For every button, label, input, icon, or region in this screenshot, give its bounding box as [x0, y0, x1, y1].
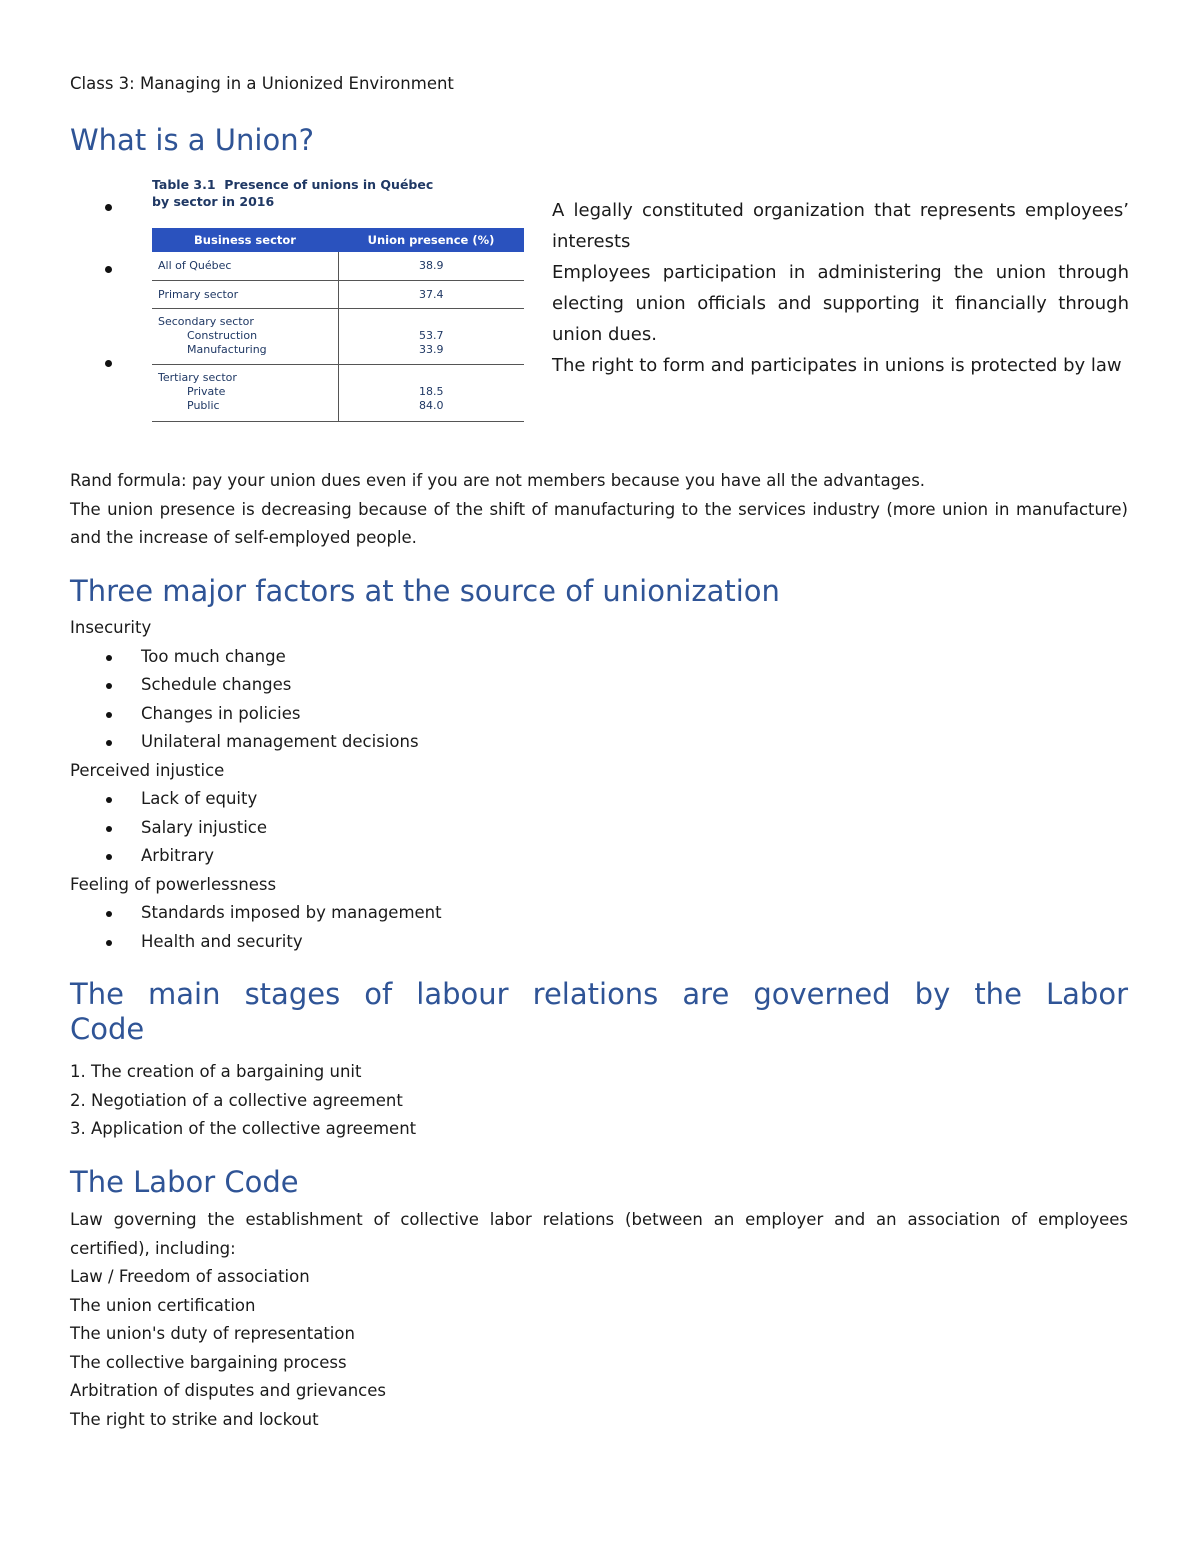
table-row	[152, 384, 524, 399]
table-caption-text: Presence of unions in Québec	[224, 177, 434, 192]
table-cell-value: 33.9	[338, 343, 524, 365]
list-item: Lack of equity	[70, 785, 442, 814]
table-row	[152, 280, 524, 308]
list-item: Arbitrary	[70, 842, 442, 871]
table-cell-sector: Tertiary sector	[158, 371, 237, 384]
definition-line: A legally constituted organization that represents employees’ interests	[552, 200, 1129, 252]
rand-formula-paragraph: Rand formula: pay your union dues even if you are not members because you have all the advantages.	[70, 471, 926, 490]
labor-code-content	[70, 1206, 1128, 1434]
table-caption-text2: by sector in 2016	[152, 194, 275, 209]
stages-list	[70, 1058, 416, 1144]
list-item: Health and security	[70, 928, 442, 957]
labor-code-intro: Law governing the establishment of collective labor relations (between an employer and an association of employees certified), including:	[70, 1210, 1128, 1258]
table-header-sector: Business sector	[152, 228, 338, 252]
list-item: Standards imposed by management	[70, 899, 442, 928]
list-item: Schedule changes	[70, 671, 442, 700]
table-cell-sector: Secondary sector	[158, 314, 254, 328]
heading-three-factors: Three major factors at the source of unionization	[70, 574, 780, 608]
table-cell-value: 37.4	[338, 280, 524, 308]
factor-list	[70, 899, 442, 956]
stage-item: 3. Application of the collective agreement	[70, 1119, 417, 1138]
table-row	[152, 328, 524, 343]
heading-labor-code: The Labor Code	[70, 1165, 299, 1199]
table-row	[152, 308, 524, 328]
table-cell-sector: Manufacturing	[152, 343, 338, 365]
labor-code-item: Arbitration of disputes and grievances	[70, 1381, 386, 1400]
table-cell-value: 38.9	[338, 252, 524, 280]
union-presence-table-figure	[152, 176, 524, 412]
table-header-presence: Union presence (%)	[338, 228, 524, 252]
union-presence-table	[152, 228, 524, 422]
table-cell-value	[338, 365, 524, 385]
factors-list	[70, 614, 442, 956]
table-caption-label: Table 3.1	[152, 177, 216, 192]
table-row	[152, 343, 524, 365]
labor-code-item: The union certification	[70, 1295, 256, 1315]
stage-item: 2. Negotiation of a collective agreement	[70, 1090, 403, 1110]
bullet-dot	[105, 360, 112, 367]
table-cell-sector: Private	[187, 385, 226, 398]
list-item: Changes in policies	[70, 700, 442, 729]
table-cell-sector: Public	[152, 399, 338, 421]
definition-line: Employees participation in administering the union through electing union officials and supporting it financially through union dues.	[552, 262, 1129, 345]
bullet-dot	[105, 266, 112, 273]
table-row	[152, 399, 524, 421]
table-row	[152, 365, 524, 385]
table-cell-value: 53.7	[338, 328, 524, 343]
factor-group-label: Perceived injustice	[70, 760, 225, 780]
class-title: Class 3: Managing in a Unionized Environment	[70, 74, 454, 93]
labor-code-item: The right to strike and lockout	[70, 1409, 319, 1429]
bullet-dot	[105, 204, 112, 211]
stage-item: 1. The creation of a bargaining unit	[70, 1062, 362, 1081]
list-item: Salary injustice	[70, 814, 442, 843]
table-cell-sector: All of Québec	[152, 252, 338, 280]
factor-group-label: Feeling of powerlessness	[70, 874, 277, 894]
list-item: Unilateral management decisions	[70, 728, 442, 757]
list-item: Too much change	[70, 643, 442, 672]
table-row	[152, 252, 524, 280]
heading-what-is-union: What is a Union?	[70, 123, 314, 157]
heading-main-stages: The main stages of labour relations are governed by the Labor Code	[70, 977, 1128, 1046]
labor-code-item: The collective bargaining process	[70, 1352, 347, 1372]
labor-code-item: The union's duty of representation	[70, 1324, 355, 1343]
definition-line: The right to form and participates in unions is protected by law	[552, 355, 1122, 376]
union-paragraphs	[70, 467, 1128, 553]
table-cell-sector: Construction	[187, 328, 258, 342]
table-cell-sector: Primary sector	[152, 280, 338, 308]
table-cell-value	[338, 308, 524, 328]
labor-code-item: Law / Freedom of association	[70, 1267, 310, 1286]
table-caption	[152, 176, 524, 210]
table-cell-value: 18.5	[338, 384, 524, 399]
union-definition	[552, 195, 1129, 381]
table-cell-value: 84.0	[338, 399, 524, 421]
factor-list	[70, 643, 442, 757]
union-presence-paragraph: The union presence is decreasing because of the shift of manufacturing to the services industry (more union in manufacture) and the increase of self-employed people.	[70, 499, 1128, 547]
factor-list	[70, 785, 442, 871]
factor-group-label: Insecurity	[70, 618, 152, 637]
